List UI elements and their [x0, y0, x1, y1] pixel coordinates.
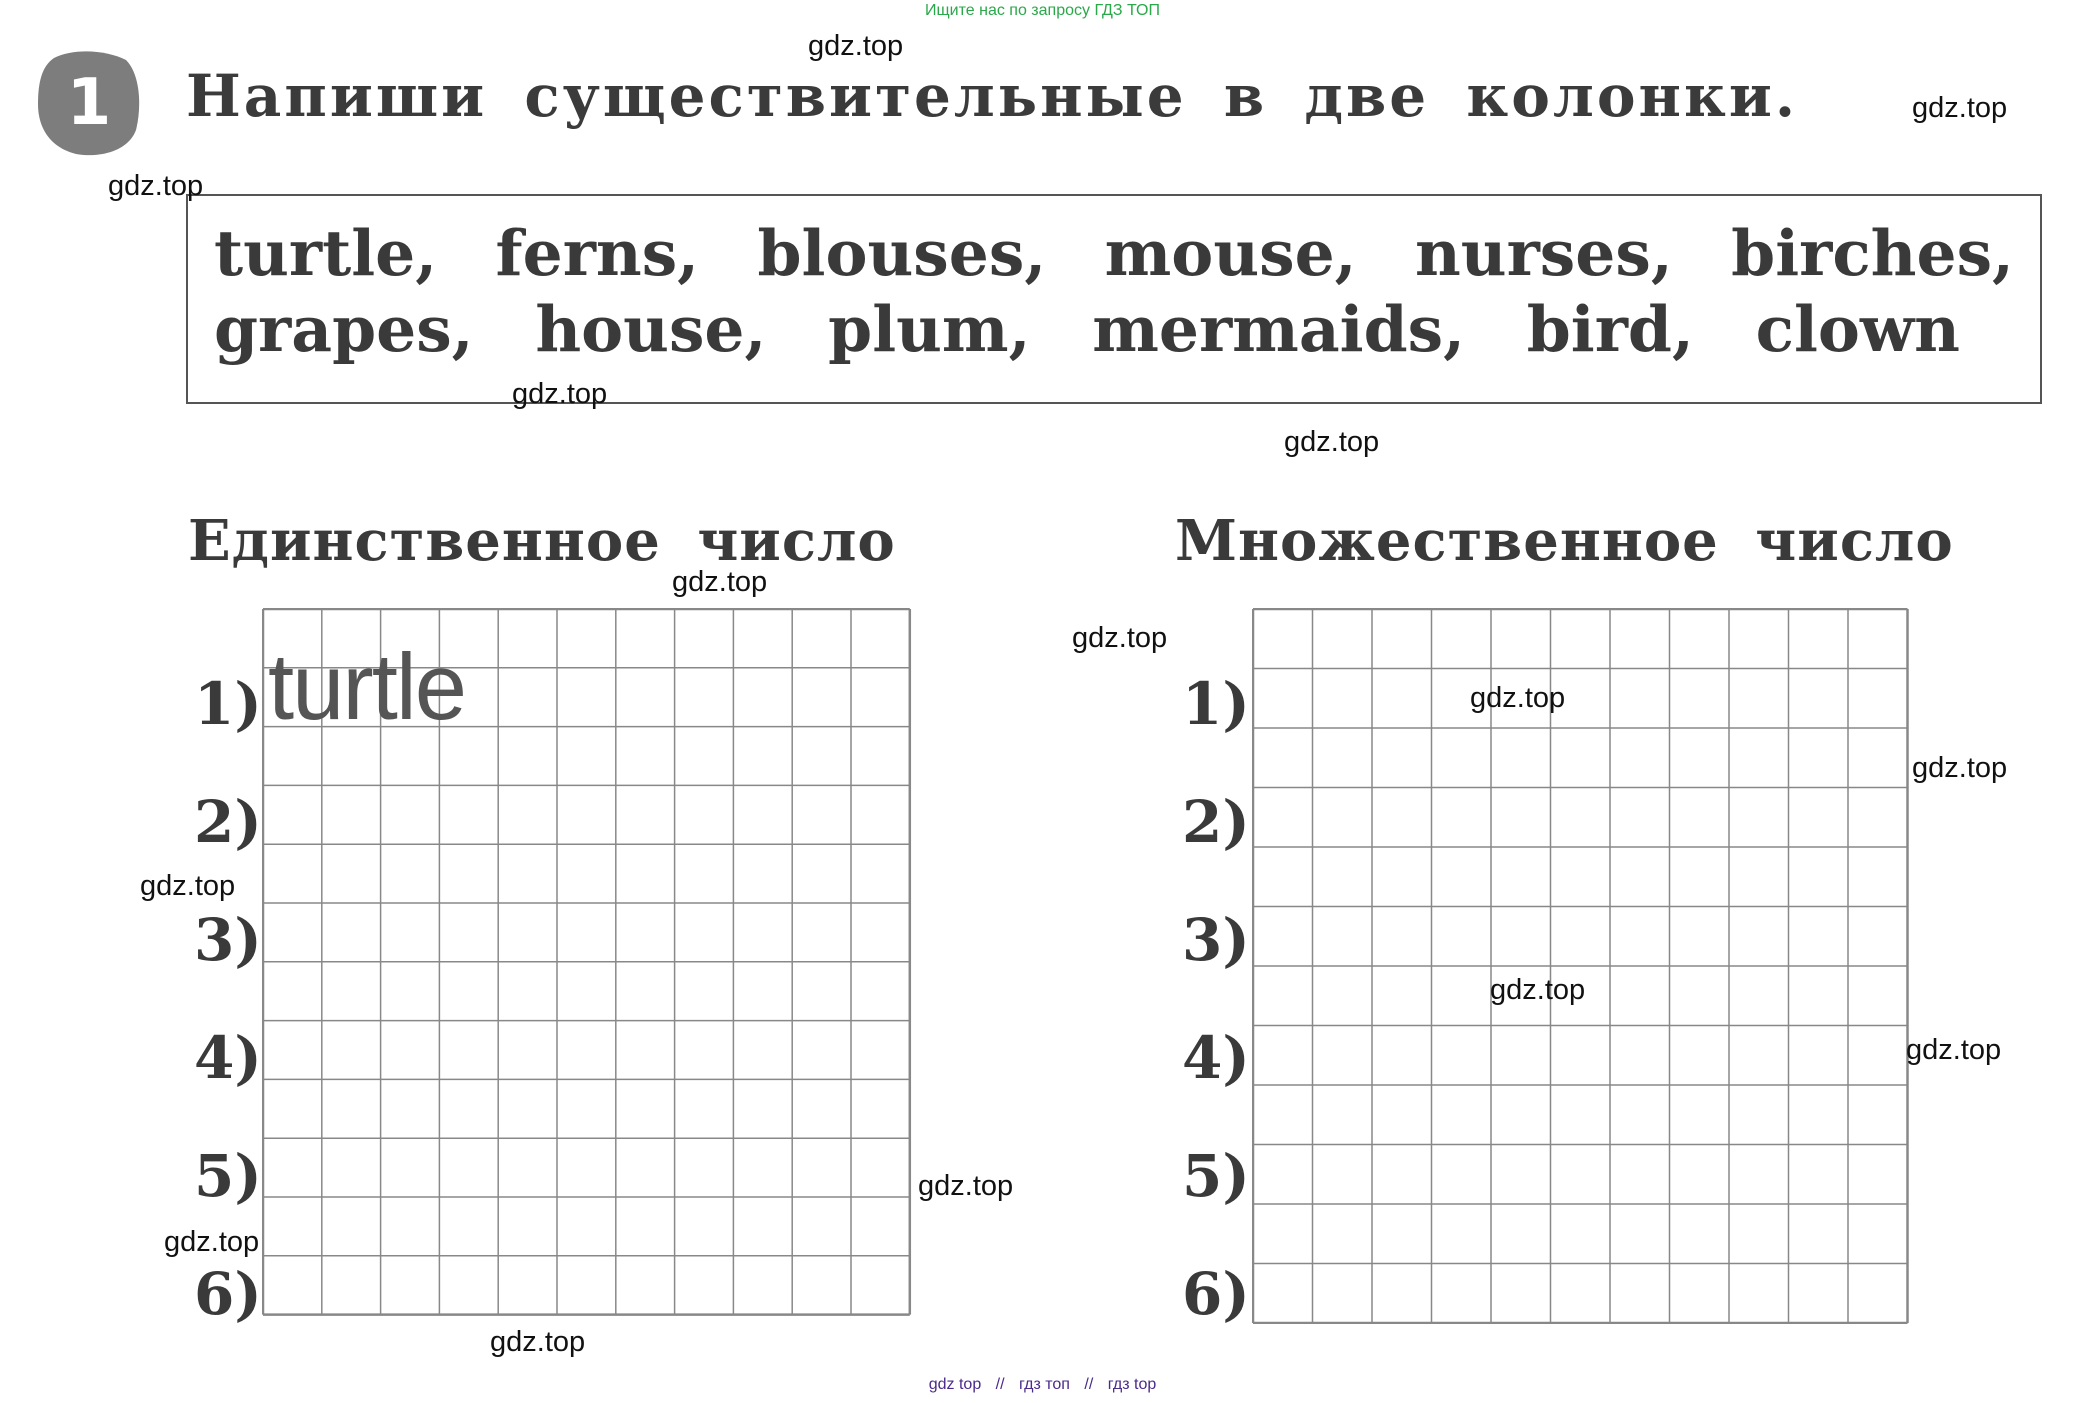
word-bank: [186, 194, 2042, 404]
singular-row-number: 6): [194, 1260, 262, 1328]
word-item: house,: [535, 292, 767, 366]
top-banner[interactable]: Ищите нас по запросу ГДЗ ТОП: [925, 2, 1160, 19]
word-item: plum,: [828, 292, 1031, 366]
singular-row-number: 1): [194, 670, 262, 738]
word-item: nurses,: [1415, 216, 1673, 290]
watermark: gdz.top: [1470, 682, 1566, 714]
singular-row-number: 4): [194, 1024, 262, 1092]
task-number: 1: [66, 66, 112, 140]
plural-row-number: 5): [1182, 1142, 1250, 1210]
plural-row-number: 3): [1182, 906, 1250, 974]
bottom-separator: //: [995, 1376, 1005, 1393]
bottom-banner: [0, 1376, 2085, 1394]
plural-row-number: 6): [1182, 1260, 1250, 1328]
word-bank-line-1: [214, 216, 2014, 290]
bottom-separator: //: [1084, 1376, 1094, 1393]
watermark: gdz.top: [1072, 622, 1168, 654]
watermark: gdz.top: [1906, 1034, 2002, 1066]
word-item: bird,: [1526, 292, 1694, 366]
watermark: gdz.top: [918, 1170, 1014, 1202]
task-number-badge: [36, 48, 142, 158]
word-item: mermaids,: [1092, 292, 1466, 366]
word-item: blouses,: [757, 216, 1047, 290]
watermark: gdz.top: [1912, 752, 2008, 784]
plural-row-number: 1): [1182, 670, 1250, 738]
watermark: gdz.top: [1912, 92, 2008, 124]
bottom-link[interactable]: гдз топ: [1019, 1376, 1070, 1393]
singular-row-number: 3): [194, 906, 262, 974]
watermark: gdz.top: [1284, 426, 1380, 458]
word-item: birches,: [1731, 216, 2014, 290]
word-item: clown: [1755, 292, 1960, 366]
plural-heading: Множественное число: [1175, 508, 1954, 574]
watermark: gdz.top: [490, 1326, 586, 1358]
singular-heading: Единственное число: [188, 508, 896, 574]
word-bank-line-2: [214, 292, 1960, 366]
word-item: grapes,: [214, 292, 474, 366]
bottom-link[interactable]: gdz top: [928, 1376, 982, 1393]
watermark: gdz.top: [164, 1226, 260, 1258]
watermark: gdz.top: [1490, 974, 1586, 1006]
word-item: turtle,: [214, 216, 438, 290]
word-item: mouse,: [1104, 216, 1357, 290]
plural-row-number: 4): [1182, 1024, 1250, 1092]
watermark: gdz.top: [140, 870, 236, 902]
plural-row-number: 2): [1182, 788, 1250, 856]
task-title: Напиши существительные в две колонки.: [186, 62, 1799, 130]
plural-answer-grid[interactable]: [1252, 608, 1912, 1324]
singular-row-number: 2): [194, 788, 262, 856]
word-item: ferns,: [495, 216, 700, 290]
singular-answer-1: turtle: [268, 634, 465, 739]
watermark: gdz.top: [108, 170, 204, 202]
singular-row-number: 5): [194, 1142, 262, 1210]
watermark: gdz.top: [672, 566, 768, 598]
watermark: gdz.top: [512, 378, 608, 410]
watermark: gdz.top: [808, 30, 904, 62]
bottom-link[interactable]: гдз top: [1107, 1376, 1157, 1393]
